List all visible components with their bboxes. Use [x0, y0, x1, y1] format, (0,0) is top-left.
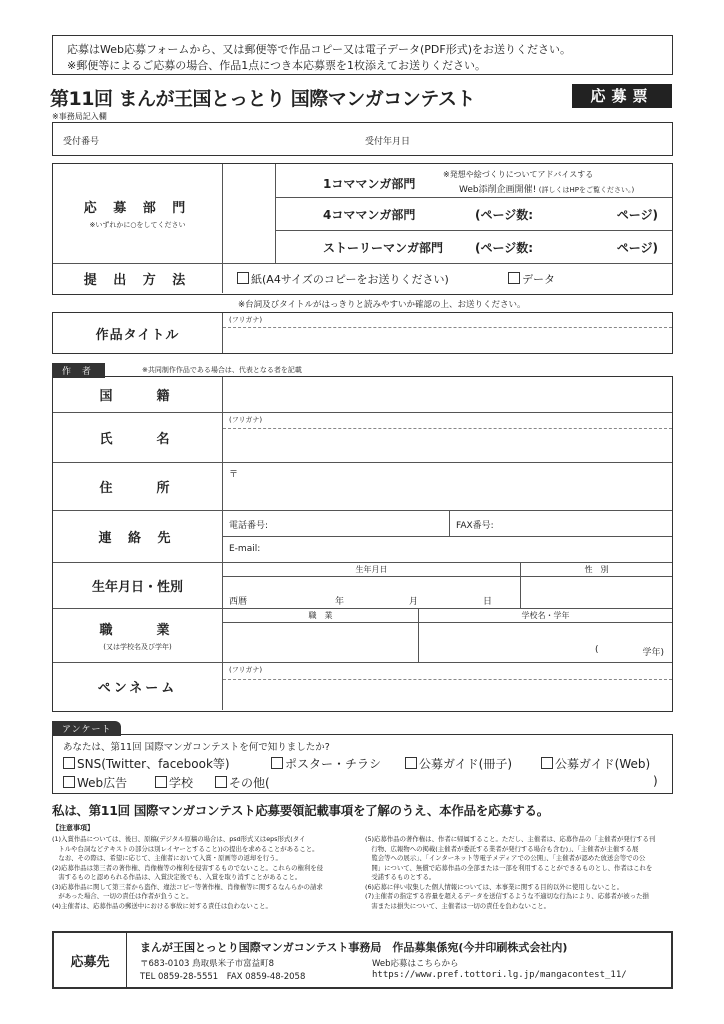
note-right-7: (7)主催者の指定する容量を超えるデータを送信するような不適切な行為により、応募者が被った損	[365, 892, 649, 900]
birth-label-cell	[53, 563, 223, 608]
penname-input[interactable]	[223, 680, 672, 710]
guide-web-label: 公募ガイド(Web)	[555, 757, 651, 771]
penname-ruby-line	[223, 663, 672, 680]
submission-paper-option[interactable]	[237, 271, 449, 287]
author-tab: 作 者	[52, 363, 105, 378]
address-input[interactable]	[223, 463, 672, 510]
note-right-8: 害または損失について、主催者は一切の責任を負わないこと。	[365, 901, 551, 910]
name-row	[53, 413, 672, 463]
email-label: E-mail:	[229, 544, 261, 554]
address-row	[53, 463, 672, 511]
survey-question: あなたは、第11回 国際マンガコンテストを何で知りましたか?	[63, 742, 330, 753]
category-option-3-pages: (ページ数:	[475, 241, 534, 255]
category-option-1-label: 1コママンガ部門	[323, 177, 416, 191]
web-advice-note	[459, 182, 634, 195]
work-title-label-cell	[53, 313, 223, 353]
data-option-label: データ	[522, 273, 555, 286]
birth-row	[53, 563, 672, 609]
birth-input[interactable]	[223, 577, 521, 608]
nationality-label: 国 籍	[99, 389, 176, 404]
note-left-8: (4)主催者は、応募作品の郵送中における事故に対する責任は負わないこと。	[52, 901, 272, 910]
day-label: 日	[483, 597, 493, 607]
school-label: 学校	[169, 776, 194, 790]
note-left-4: (2)応募作品は第三者の著作権、肖像権等の権利を侵害するものでないこと。これらの権利を侵	[52, 863, 324, 872]
receipt-date-label: 受付年月日	[365, 137, 411, 147]
footer-org: まんが王国とっとり国際マンガコンテスト事務局 作品募集係宛(今井印刷株式会社内)	[140, 941, 568, 954]
category-option-3-label: ストーリーマンガ部門	[323, 241, 444, 255]
birth-label: 生年月日・性別	[91, 580, 183, 595]
survey-option-guide-book[interactable]	[405, 755, 512, 772]
notice-line-2: ※郵便等によるご応募の場合、作品1点につき本応募票を1枚添えてお送りください。	[67, 59, 486, 72]
sns-checkbox[interactable]	[63, 757, 75, 769]
other-label: その他(	[229, 776, 270, 790]
data-checkbox[interactable]	[508, 272, 520, 284]
agreement-statement: 私は、第11回 国際マンガコンテスト応募要領記載事項を了解のうえ、本作品を応募する。	[52, 803, 549, 818]
email-cell[interactable]	[223, 537, 672, 562]
birth-header-label: 生年月日	[355, 565, 388, 574]
receipt-number-label: 受付番号	[63, 137, 100, 147]
job-header-label: 職 業	[308, 611, 333, 620]
note-left-1: (1)入賞作品については、後日、原稿(デジタル原稿の場合は、psd形式又はeps形式(タイ	[52, 835, 306, 843]
author-table	[52, 376, 673, 712]
name-ruby-line	[223, 413, 672, 429]
year-label: 年	[335, 597, 345, 607]
note-left-6: (3)応募作品に関して第三者から盗作、違法コピー等著作権、肖像権等に関するなんらかの請求	[52, 882, 323, 891]
address-label: 住 所	[99, 481, 176, 496]
work-title-furigana: (フリガナ)	[229, 316, 263, 324]
footer-address: 〒683-0103 鳥取県米子市富益町8	[140, 959, 275, 969]
penname-label-cell	[53, 663, 223, 710]
category-option-1[interactable]	[275, 164, 672, 198]
phone-cell[interactable]	[223, 511, 450, 537]
web-advice-label: Web添削企画開催!	[459, 185, 537, 195]
occupation-label-cell	[53, 609, 223, 662]
note-left-5: 害するものと認められる作品は、入賞決定後でも、入賞を取り消すことがあること。	[52, 873, 302, 881]
penname-row	[53, 663, 672, 710]
grade-close: 学年)	[642, 648, 664, 658]
survey-option-poster[interactable]	[271, 755, 381, 772]
guide-book-label: 公募ガイド(冊子)	[419, 757, 513, 771]
era-label: 西暦	[229, 597, 248, 607]
author-note: ※共同制作作品である場合は、代表となる者を記載	[142, 366, 302, 374]
gender-header	[521, 563, 672, 577]
note-left-2: トルや台詞などテキストの部分は別レイヤーとすること))の提出を求めることがあること。	[52, 844, 319, 853]
footer-url[interactable]: https://www.pref.tottori.lg.jp/mangacontest_11/	[372, 970, 627, 980]
gender-input[interactable]	[521, 577, 672, 608]
category-option-1-note: ※発想や絵づくりについてアドバイスする	[443, 170, 594, 179]
nationality-label-cell	[53, 377, 223, 412]
note-right-5: 受諾するものとする。	[365, 873, 436, 881]
notice-box	[52, 35, 673, 75]
note-right-4: 開」について、無償で応募作品の全部または一部を利用することができるものとし、作者はこれを	[365, 863, 653, 872]
office-box	[52, 122, 673, 156]
web-ad-label: Web広告	[77, 776, 128, 790]
name-label: 氏 名	[99, 432, 176, 447]
note-right-6: (6)応募に伴い収集した個人情報については、本事業に関する目的以外に使用しないこと。	[365, 882, 624, 891]
submission-data-option[interactable]	[508, 271, 555, 287]
guide-book-checkbox[interactable]	[405, 757, 417, 769]
grade-open: (	[595, 645, 599, 655]
category-sub: ※いずれかに○をしてください	[89, 221, 186, 229]
note-right-3: 覧会等への展示」、「インターネット等電子メディアでの公開」、「主催者が認めた放送会等での公	[365, 854, 646, 862]
survey-box	[52, 734, 673, 794]
notes-left	[52, 835, 360, 911]
survey-tab: アンケート	[52, 721, 121, 736]
poster-label: ポスター・チラシ	[285, 757, 382, 771]
web-advice-detail: (詳しくはHPをご覧ください。)	[538, 186, 635, 194]
note-right-1: (5)応募作品の著作権は、作者に帰属すること。ただし、主催者は、応募作品の「主催者が発行する刊	[365, 835, 656, 843]
submission-label: 提 出 方 法	[83, 273, 192, 288]
category-option-2-unit: ページ)	[616, 208, 658, 222]
category-row	[53, 164, 672, 264]
category-section	[52, 163, 673, 295]
category-label: 応 募 部 門	[83, 201, 192, 216]
category-label-cell	[53, 164, 223, 263]
fax-cell[interactable]	[450, 511, 672, 537]
contact-row	[53, 511, 672, 563]
occupation-label: 職 業	[99, 623, 176, 638]
school-input[interactable]	[419, 623, 672, 662]
footer-tel: TEL 0859-28-5551 FAX 0859-48-2058	[140, 972, 306, 982]
postal-mark: 〒	[229, 470, 239, 480]
name-furigana: (フリガナ)	[229, 416, 263, 424]
notice-line-1: 応募はWeb応募フォームから、又は郵便等で作品コピー又は電子データ(PDF形式)をお送りください。	[67, 43, 572, 56]
name-label-cell	[53, 413, 223, 462]
nationality-row	[53, 377, 672, 413]
poster-checkbox[interactable]	[271, 757, 283, 769]
survey-option-sns[interactable]	[63, 755, 230, 772]
category-circle-col	[223, 164, 276, 263]
work-title-label: 作品タイトル	[95, 327, 180, 343]
paper-option-label: 紙(A4サイズのコピーをお送りください)	[251, 273, 449, 286]
survey-option-school[interactable]	[155, 774, 193, 791]
page-title: 第11回 まんが王国とっとり 国際マンガコンテスト	[50, 88, 476, 110]
footer-label: 応募先	[54, 933, 127, 987]
job-header	[223, 609, 419, 623]
work-title-box	[52, 312, 673, 354]
address-label-cell	[53, 463, 223, 510]
notes-heading: 【注意事項】	[52, 824, 94, 832]
fax-label: FAX番号:	[456, 521, 494, 531]
category-option-3[interactable]	[275, 230, 672, 264]
submission-note: ※台詞及びタイトルがはっきりと読みやすいか確認の上、お送りください。	[238, 300, 526, 310]
category-option-2-label: 4コママンガ部門	[323, 208, 416, 222]
category-option-3-unit: ページ)	[616, 241, 658, 255]
category-option-2-pages: (ページ数:	[475, 208, 534, 222]
phone-label: 電話番号:	[229, 521, 269, 531]
name-input[interactable]	[223, 429, 672, 462]
nationality-input[interactable]	[223, 377, 672, 412]
work-title-ruby-line	[223, 313, 672, 328]
submission-label-cell	[53, 264, 223, 293]
birth-header	[223, 563, 521, 577]
footer-box	[52, 931, 673, 989]
school-header-label: 学校名・学年	[521, 611, 570, 620]
note-left-3: なお、その際は、希望に応じて、主催者において入賞・原画等の返却を行う。	[52, 854, 282, 862]
category-option-2[interactable]	[275, 197, 672, 231]
job-input[interactable]	[223, 623, 419, 662]
month-label: 月	[409, 597, 419, 607]
notes-right	[365, 835, 673, 911]
guide-web-checkbox[interactable]	[541, 757, 553, 769]
contact-label-cell	[53, 511, 223, 562]
survey-other-close: )	[653, 774, 658, 788]
footer-web-label: Web応募はこちらから	[372, 959, 459, 969]
school-header	[419, 609, 672, 623]
gender-header-label: 性 別	[584, 565, 609, 574]
contact-label: 連 絡 先	[98, 531, 177, 546]
paper-checkbox[interactable]	[237, 272, 249, 284]
sns-label: SNS(Twitter、facebook等)	[77, 757, 230, 771]
entry-form-badge: 応募票	[572, 84, 672, 108]
work-title-input[interactable]	[223, 328, 672, 353]
office-note: ※事務局記入欄	[52, 112, 107, 121]
school-checkbox[interactable]	[155, 776, 167, 788]
survey-option-guide-web[interactable]	[541, 755, 650, 772]
penname-label: ペンネーム	[97, 681, 178, 696]
other-checkbox[interactable]	[215, 776, 227, 788]
note-left-7: があった場合、一切の責任は作者が負うこと。	[52, 892, 193, 900]
web-ad-checkbox[interactable]	[63, 776, 75, 788]
occupation-row	[53, 609, 672, 663]
submission-row	[53, 264, 672, 293]
penname-furigana: (フリガナ)	[229, 666, 263, 674]
survey-option-other[interactable]	[215, 774, 270, 791]
survey-option-web-ad[interactable]	[63, 774, 127, 791]
occupation-sub: (又は学校名及び学年)	[103, 643, 172, 651]
note-right-2: 行物、広報物への掲載(主催者が委託する業者が発行する場合も含む)」、「主催者が主催する展	[365, 844, 639, 853]
